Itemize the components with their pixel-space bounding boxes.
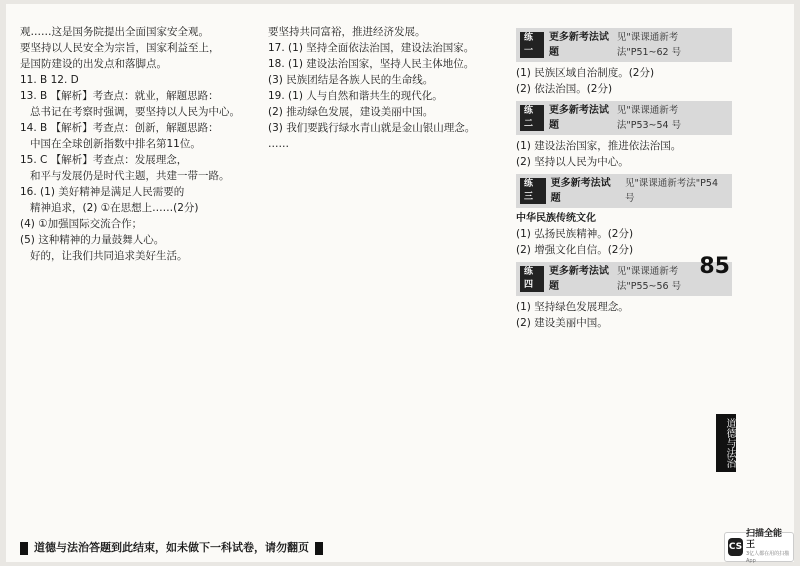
answer-line: 中国在全球创新指数中排名第11位。 bbox=[30, 138, 201, 150]
answer-line: 17. (1) 坚持全面依法治国，建设法治国家。 bbox=[268, 42, 475, 54]
section-header bbox=[516, 101, 732, 135]
answer-line: (2) 推动绿色发展，建设美丽中国。 bbox=[268, 106, 434, 118]
section-title: 更多新考法试题 bbox=[550, 178, 611, 204]
answer-line: 和平与发展仍是时代主题，共建一带一路。 bbox=[30, 170, 230, 182]
answer-column-right bbox=[516, 24, 732, 534]
page-footer bbox=[20, 540, 560, 556]
answer-line: (1) 弘扬民族精神。(2分) bbox=[516, 228, 634, 240]
subject-tab: 道德与法治 bbox=[716, 414, 736, 472]
section-reference: 见"课课通新考法"P54 号 bbox=[624, 178, 718, 204]
section-badge: 练二 bbox=[520, 105, 544, 131]
section-header bbox=[516, 28, 732, 62]
answer-line: (1) 建设法治国家，推进依法治国。 bbox=[516, 140, 682, 152]
section-reference: 见"课课通新考法"P55~56 号 bbox=[616, 266, 682, 292]
answer-line: (1) 民族区域自治制度。(2分) bbox=[516, 67, 655, 79]
answer-line: 19. (1) 人与自然和谐共生的现代化。 bbox=[268, 90, 443, 102]
answer-line: 18. (1) 建设法治国家，坚持人民主体地位。 bbox=[268, 58, 475, 70]
answer-line: (4) ①加强国际交流合作； bbox=[20, 218, 143, 230]
footer-bar-icon bbox=[315, 542, 323, 555]
answer-line: (3) 我们要践行绿水青山就是金山银山理念。 bbox=[268, 122, 476, 134]
scanner-name: 扫描全能王 bbox=[745, 529, 782, 550]
answer-line: 是国防建设的出发点和落脚点。 bbox=[20, 58, 167, 70]
scanner-logo-icon: CS bbox=[728, 538, 743, 556]
answer-line: (5) 这种精神的力量鼓舞人心。 bbox=[20, 234, 165, 246]
answer-line: 16. (1) 美好精神是满足人民需要的 bbox=[20, 186, 185, 198]
answer-column-middle bbox=[268, 24, 506, 534]
footer-text: 道德与法治答题到此结束，如未做下一科试卷，请勿翻页 bbox=[34, 541, 309, 554]
answer-line: 好的，让我们共同追求美好生活。 bbox=[30, 250, 188, 262]
scanner-text bbox=[746, 529, 790, 565]
answer-line: (2) 建设美丽中国。 bbox=[516, 317, 608, 329]
section-badge: 练一 bbox=[520, 32, 544, 58]
answer-line: (2) 依法治国。(2分) bbox=[516, 83, 613, 95]
answer-line: (2) 坚持以人民为中心。 bbox=[516, 156, 629, 168]
answer-page bbox=[6, 4, 794, 562]
section-reference: 见"课课通新考法"P51~62 号 bbox=[616, 32, 682, 58]
section-title: 更多新考法试题 bbox=[548, 266, 609, 292]
answer-line: 11. B 12. D bbox=[20, 74, 79, 86]
page-number: 85 bbox=[699, 254, 730, 279]
answer-line: 要坚持以人民安全为宗旨，国家利益至上， bbox=[20, 42, 220, 54]
answer-line: 要坚持共同富裕，推进经济发展。 bbox=[268, 26, 426, 38]
answer-line: (1) 坚持绿色发展理念。 bbox=[516, 301, 629, 313]
answer-column-left bbox=[20, 24, 258, 534]
answer-line: (2) 增强文化自信。(2分) bbox=[516, 244, 634, 256]
scanner-tagline: 3亿人都在用的扫描App bbox=[745, 551, 790, 564]
section-badge: 练三 bbox=[520, 178, 546, 204]
section-reference: 见"课课通新考法"P53~54 号 bbox=[616, 105, 682, 131]
section-badge: 练四 bbox=[520, 266, 544, 292]
answer-line: 14. B 【解析】考查点：创新，解题思路： bbox=[20, 122, 219, 134]
section-title: 更多新考法试题 bbox=[548, 105, 609, 131]
answer-line: 15. C 【解析】考查点：发展理念， bbox=[20, 154, 188, 166]
answer-line: …… bbox=[268, 138, 289, 150]
section-header bbox=[516, 174, 732, 208]
section-title: 更多新考法试题 bbox=[548, 32, 609, 58]
answer-line: (3) 民族团结是各族人民的生命线。 bbox=[268, 74, 434, 86]
answer-line: 精神追求，(2) ①在思想上……(2分) bbox=[30, 202, 199, 214]
answer-line: 总书记在考察时强调，要坚持以人民为中心。 bbox=[30, 106, 240, 118]
section-subtitle: 中华民族传统文化 bbox=[516, 213, 596, 224]
footer-bar-icon bbox=[20, 542, 28, 555]
answer-line: 观……这是国务院提出全面国家安全观。 bbox=[20, 26, 209, 38]
scanner-watermark bbox=[724, 529, 794, 564]
answer-line: 13. B 【解析】考查点：就业，解题思路： bbox=[20, 90, 219, 102]
